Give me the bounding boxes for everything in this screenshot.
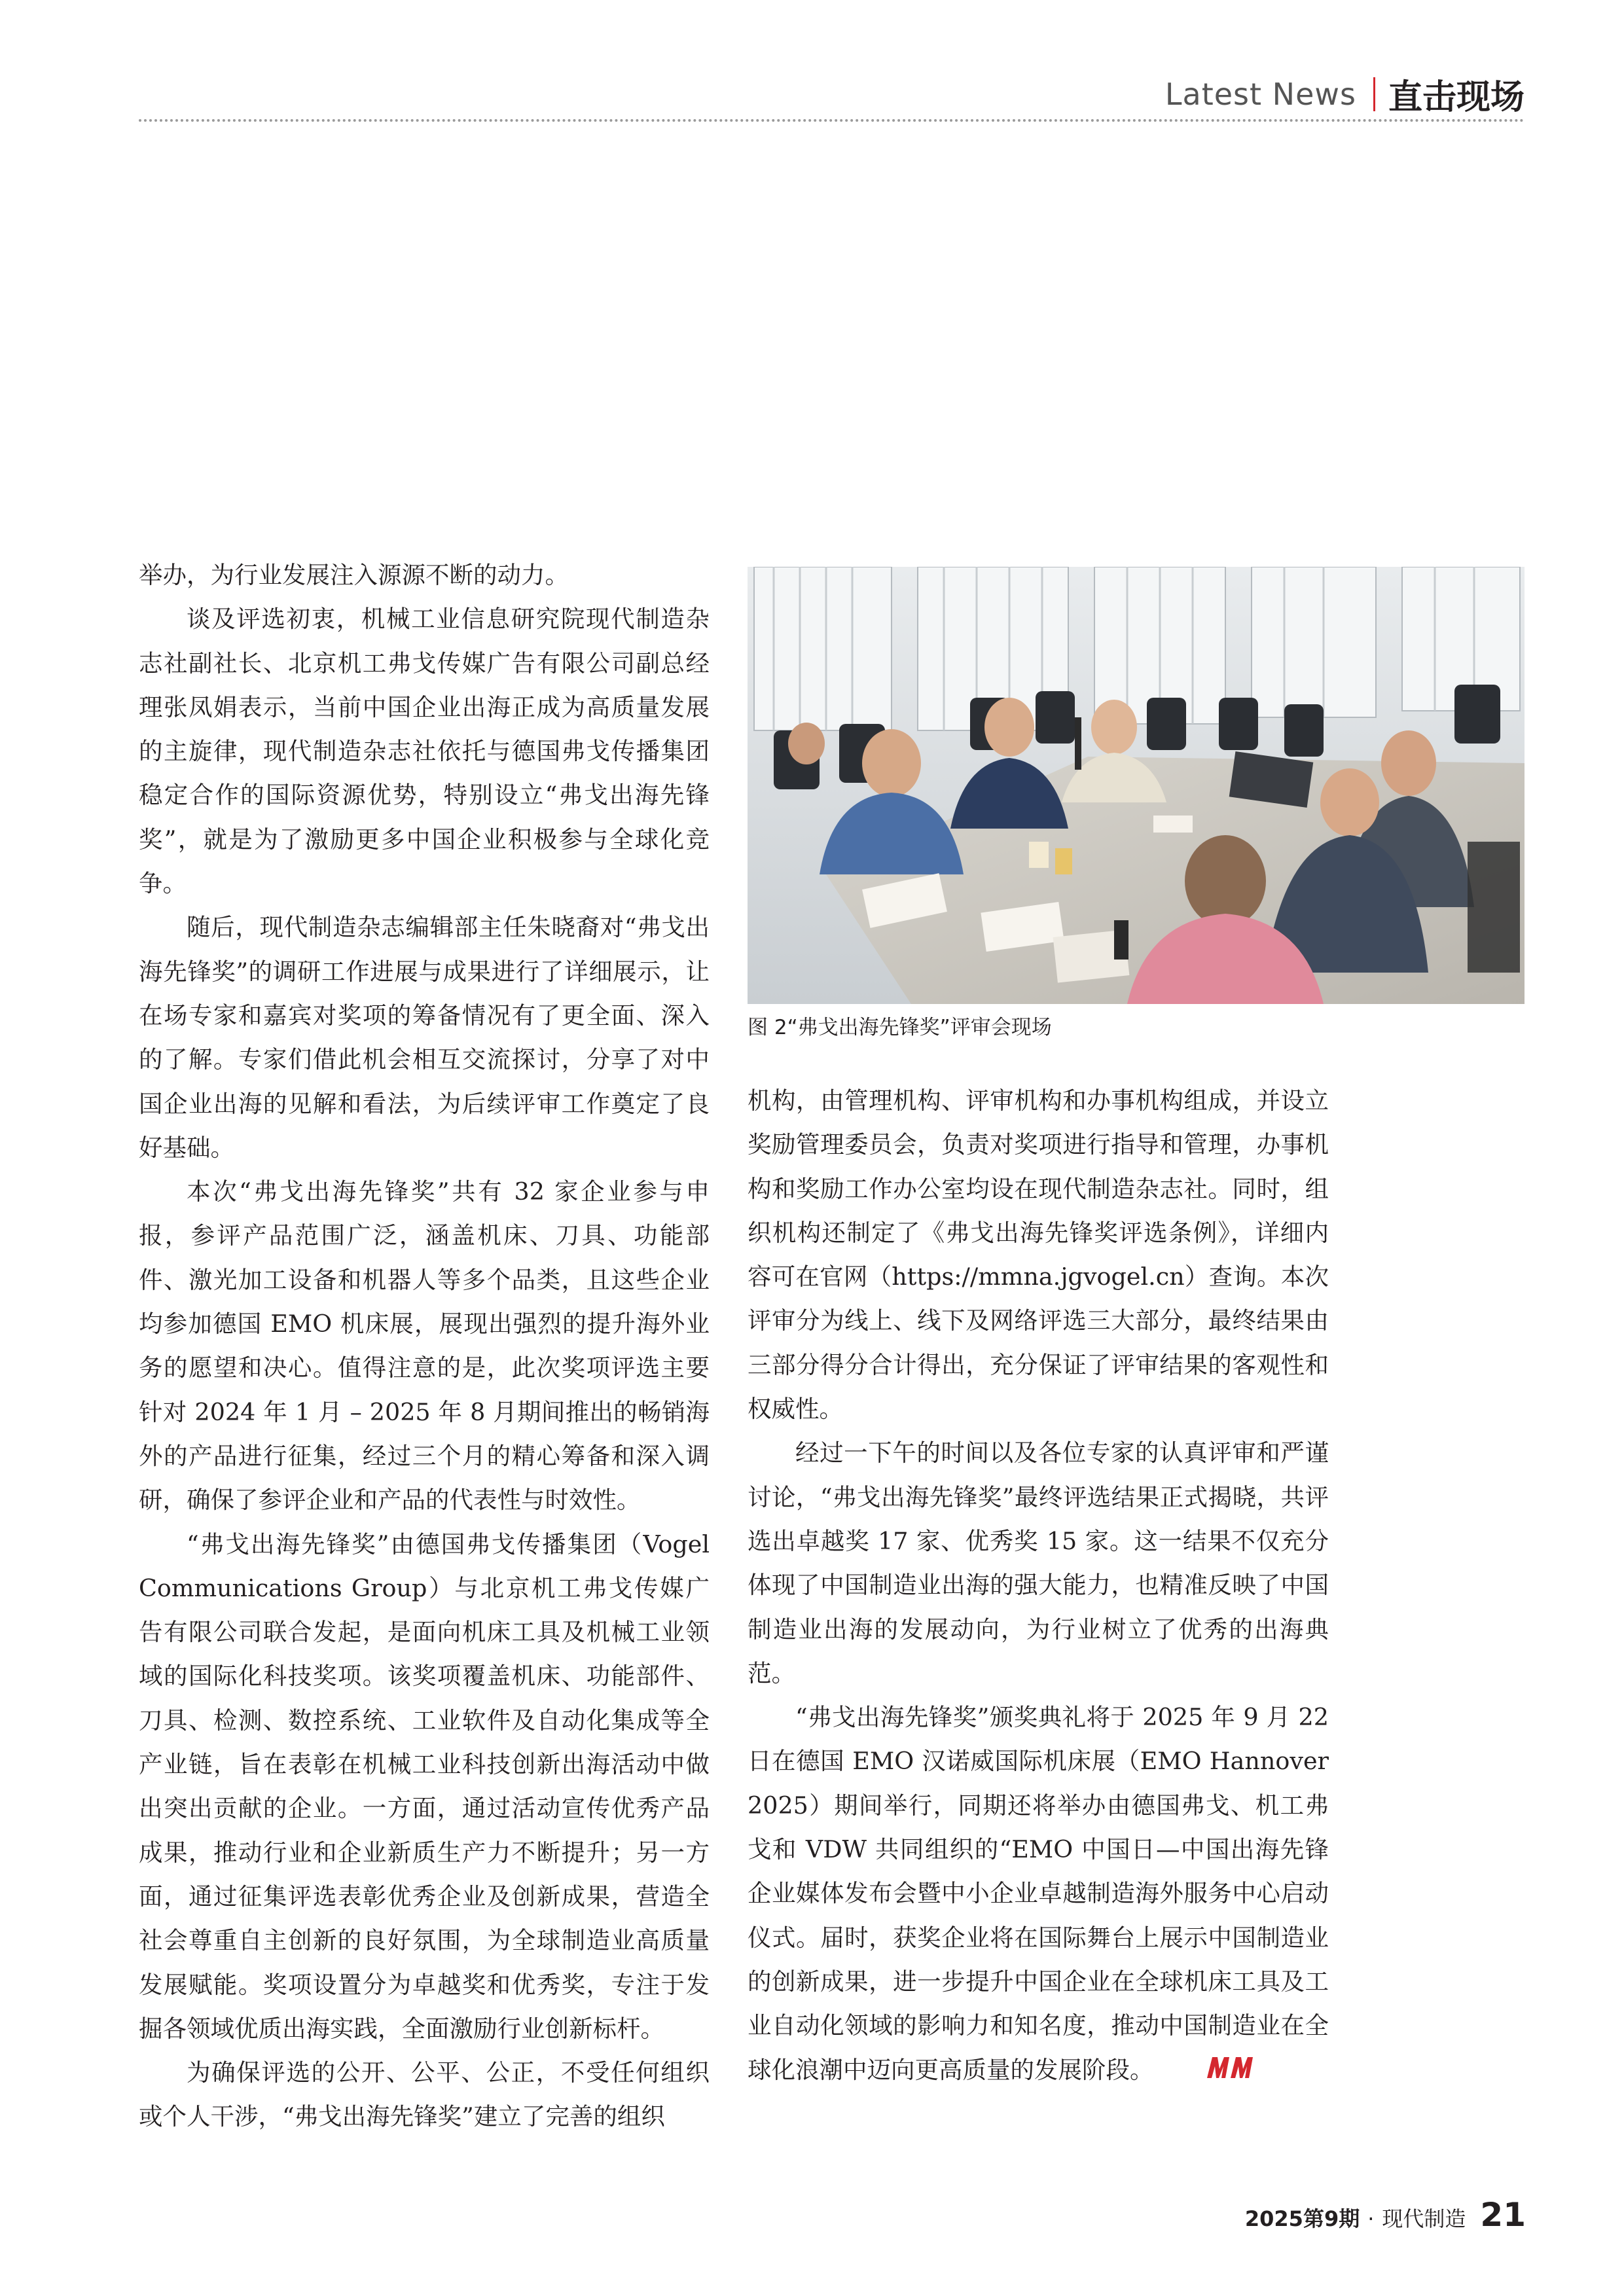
paragraph: “弗戈出海先锋奖”由德国弗戈传播集团（Vogel Communications Group）与北京机工弗戈传媒广告有限公司联合发起，是面向机床工具及机械工业领域的国际化科技奖项。该奖项覆盖机床、功能部件、刀具、检测、数控系统、工业软件及自动化集成等全产业链，旨在表彰在机械工业科技创新出海活动中做出突出贡献的企业。一方面，通过活动宣传优秀产品成果，推动行业和企业新质生产力不断提升；另一方面，通过征集评选表彰优秀企业及创新成果，营造全社会尊重自主创新的良好氛围，为全球制造业高质量发展赋能。奖项设置分为卓越奖和优秀奖，专注于发掘各领域优质出海实践，全面激励行业创新标杆。	[139, 1530, 710, 2043]
mm-logo-icon	[1206, 2056, 1254, 2079]
footer-separator: ·	[1367, 2206, 1375, 2231]
magazine-name: 现代制造	[1382, 2206, 1466, 2231]
paragraph: 为确保评选的公开、公平、公正，不受任何组织或个人干涉，“弗戈出海先锋奖”建立了完善的组织	[139, 2058, 710, 2131]
page-number: 21	[1480, 2196, 1526, 2234]
paragraph: 谈及评选初衷，机械工业信息研究院现代制造杂志社副社长、北京机工弗戈传媒广告有限公司副总经理张凤娟表示，当前中国企业出海正成为高质量发展的主旋律，现代制造杂志社依托与德国弗戈传播集团稳定合作的国际资源优势，特别设立“弗戈出海先锋奖”，就是为了激励更多中国企业积极参与全球化竞争。	[139, 605, 710, 898]
meeting-photo-illustration	[748, 567, 1525, 1004]
paragraph: 随后，现代制造杂志编辑部主任朱晓裔对“弗戈出海先锋奖”的调研工作进展与成果进行了详细展示，让在场专家和嘉宾对奖项的筹备情况有了更全面、深入的了解。专家们借此机会相互交流探讨，分享了对中国企业出海的见解和看法，为后续评审工作奠定了良好基础。	[139, 913, 710, 1162]
right-column	[748, 1079, 1329, 2094]
section-divider	[1373, 77, 1375, 111]
paragraph: 经过一下午的时间以及各位专家的认真评审和严谨讨论，“弗戈出海先锋奖”最终评选结果正式揭晓，共评选出卓越奖 17 家、优秀奖 15 家。这一结果不仅充分体现了中国制造业出海的强大能力，也精准反映了中国制造业出海的发展动向，为行业树立了优秀的出海典范。	[748, 1439, 1329, 1687]
paragraph	[748, 1695, 1329, 2094]
mm-logo	[1158, 2049, 1254, 2093]
meeting-photo	[748, 567, 1525, 1004]
issue-number: 2025第9期	[1244, 2206, 1360, 2231]
figure-caption: 图 2“弗戈出海先锋奖”评审会现场	[748, 1016, 1052, 1039]
paragraph: 举办，为行业发展注入源源不断的动力。	[139, 561, 569, 589]
left-column	[139, 553, 710, 2139]
section-label-cn: 直击现场	[1388, 78, 1525, 117]
page-header	[139, 60, 1525, 122]
paragraph: 本次“弗戈出海先锋奖”共有 32 家企业参与申报，参评产品范围广泛，涵盖机床、刀具、功能部件、激光加工设备和机器人等多个品类，且这些企业均参加德国 EMO 机床展，展现出强烈的提升海外业务的愿望和决心。值得注意的是，此次奖项评选主要针对 2024 年 1 月 – 2025 年 8 月期间推出的畅销海外的产品进行征集，经过三个月的精心筹备和深入调研，确保了参评企业和产品的代表性与时效性。	[139, 1177, 710, 1515]
paragraph-text: “弗戈出海先锋奖”颁奖典礼将于 2025 年 9 月 22 日在德国 EMO 汉诺威国际机床展（EMO Hannover 2025）期间举行，同期还将举办由德国弗戈、机工弗戈和 VDW 共同组织的“EMO 中国日—中国出海先锋企业媒体发布会暨中小企业卓越制造海外服务中心启动仪式。届时，获奖企业将在国际舞台上展示中国制造业的创新成果，进一步提升中国企业在全球机床工具及工业自动化领域的影响力和知名度，推动中国制造业在全球化浪潮中迈向更高质量的发展阶段。	[748, 1703, 1329, 2084]
paragraph: 机构，由管理机构、评审机构和办事机构组成，并设立奖励管理委员会，负责对奖项进行指导和管理，办事机构和奖励工作办公室均设在现代制造杂志社。同时，组织机构还制定了《弗戈出海先锋奖评选条例》，详细内容可在官网（https://mmna.jgvogel.cn）查询。本次评审分为线上、线下及网络评选三大部分，最终结果由三部分得分合计得出，充分保证了评审结果的客观性和权威性。	[748, 1086, 1329, 1424]
section-label-en: Latest News	[1164, 76, 1356, 112]
page-footer	[1245, 2196, 1526, 2242]
section-label	[1165, 69, 1525, 118]
